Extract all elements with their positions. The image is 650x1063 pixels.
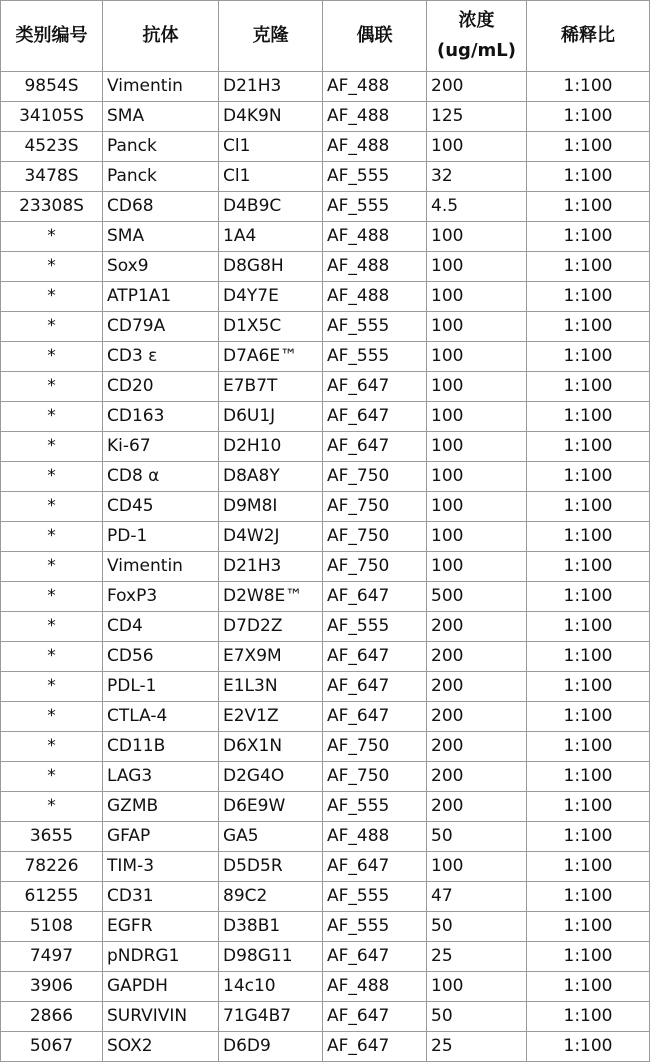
cell-clone: D9M8I (219, 492, 323, 522)
cell-conjugate: AF_488 (323, 252, 427, 282)
cell-antibody: Ki-67 (103, 432, 219, 462)
cell-dilution: 1:100 (527, 732, 650, 762)
table-row (1, 642, 650, 672)
cell-clone: D4K9N (219, 102, 323, 132)
cell-antibody: EGFR (103, 912, 219, 942)
cell-antibody: PDL-1 (103, 672, 219, 702)
cell-dilution: 1:100 (527, 132, 650, 162)
cell-concentration: 100 (427, 372, 527, 402)
cell-dilution: 1:100 (527, 282, 650, 312)
cell-concentration: 200 (427, 672, 527, 702)
cell-catalog: * (1, 312, 103, 342)
cell-catalog: 3478S (1, 162, 103, 192)
cell-dilution: 1:100 (527, 342, 650, 372)
cell-concentration: 32 (427, 162, 527, 192)
cell-conjugate: AF_488 (323, 222, 427, 252)
cell-concentration: 100 (427, 282, 527, 312)
cell-dilution: 1:100 (527, 792, 650, 822)
cell-concentration: 100 (427, 132, 527, 162)
header-concentration (427, 1, 527, 72)
table-row (1, 882, 650, 912)
cell-conjugate: AF_555 (323, 912, 427, 942)
table-row (1, 552, 650, 582)
table-row (1, 672, 650, 702)
cell-concentration: 50 (427, 912, 527, 942)
cell-concentration: 200 (427, 792, 527, 822)
cell-dilution: 1:100 (527, 222, 650, 252)
cell-clone: D5D5R (219, 852, 323, 882)
cell-concentration: 25 (427, 1032, 527, 1062)
cell-dilution: 1:100 (527, 252, 650, 282)
cell-dilution: 1:100 (527, 552, 650, 582)
cell-clone: E2V1Z (219, 702, 323, 732)
cell-conjugate: AF_750 (323, 552, 427, 582)
cell-concentration: 100 (427, 402, 527, 432)
cell-clone: D7A6E™ (219, 342, 323, 372)
cell-conjugate: AF_750 (323, 492, 427, 522)
cell-conjugate: AF_647 (323, 702, 427, 732)
cell-dilution: 1:100 (527, 402, 650, 432)
cell-conjugate: AF_647 (323, 582, 427, 612)
table-row (1, 702, 650, 732)
cell-concentration: 100 (427, 492, 527, 522)
cell-conjugate: AF_647 (323, 852, 427, 882)
cell-conjugate: AF_555 (323, 792, 427, 822)
cell-concentration: 100 (427, 252, 527, 282)
cell-catalog: * (1, 402, 103, 432)
cell-antibody: CD68 (103, 192, 219, 222)
cell-concentration: 200 (427, 642, 527, 672)
cell-antibody: CD20 (103, 372, 219, 402)
cell-catalog: 5067 (1, 1032, 103, 1062)
cell-dilution: 1:100 (527, 822, 650, 852)
table-row (1, 822, 650, 852)
cell-antibody: CD56 (103, 642, 219, 672)
cell-concentration: 200 (427, 702, 527, 732)
cell-catalog: * (1, 492, 103, 522)
cell-antibody: SMA (103, 102, 219, 132)
cell-catalog: * (1, 432, 103, 462)
cell-catalog: 78226 (1, 852, 103, 882)
cell-concentration: 25 (427, 942, 527, 972)
cell-conjugate: AF_555 (323, 882, 427, 912)
cell-clone: D38B1 (219, 912, 323, 942)
cell-conjugate: AF_488 (323, 972, 427, 1002)
cell-conjugate: AF_555 (323, 192, 427, 222)
cell-clone: 71G4B7 (219, 1002, 323, 1032)
cell-clone: D1X5C (219, 312, 323, 342)
cell-dilution: 1:100 (527, 582, 650, 612)
cell-antibody: FoxP3 (103, 582, 219, 612)
cell-conjugate: AF_647 (323, 1002, 427, 1032)
table-row (1, 612, 650, 642)
cell-antibody: Vimentin (103, 72, 219, 102)
cell-conjugate: AF_647 (323, 1032, 427, 1062)
table-row (1, 282, 650, 312)
cell-clone: E7X9M (219, 642, 323, 672)
cell-catalog: 61255 (1, 882, 103, 912)
cell-antibody: ATP1A1 (103, 282, 219, 312)
cell-antibody: LAG3 (103, 762, 219, 792)
table-row (1, 132, 650, 162)
header-antibody: 抗体 (103, 1, 219, 72)
cell-clone: D6X1N (219, 732, 323, 762)
cell-clone: D6E9W (219, 792, 323, 822)
cell-clone: 89C2 (219, 882, 323, 912)
cell-dilution: 1:100 (527, 612, 650, 642)
cell-concentration: 100 (427, 462, 527, 492)
cell-clone: D4B9C (219, 192, 323, 222)
cell-concentration: 100 (427, 522, 527, 552)
table-row (1, 732, 650, 762)
cell-dilution: 1:100 (527, 702, 650, 732)
cell-catalog: * (1, 552, 103, 582)
table-row (1, 312, 650, 342)
cell-concentration: 100 (427, 552, 527, 582)
cell-conjugate: AF_647 (323, 432, 427, 462)
cell-antibody: SURVIVIN (103, 1002, 219, 1032)
cell-conjugate: AF_647 (323, 402, 427, 432)
cell-dilution: 1:100 (527, 1002, 650, 1032)
cell-antibody: CD11B (103, 732, 219, 762)
cell-clone: D8G8H (219, 252, 323, 282)
cell-clone: 1A4 (219, 222, 323, 252)
cell-conjugate: AF_647 (323, 672, 427, 702)
cell-dilution: 1:100 (527, 492, 650, 522)
table-row (1, 432, 650, 462)
table-row (1, 522, 650, 552)
cell-antibody: GZMB (103, 792, 219, 822)
table-row (1, 1002, 650, 1032)
cell-catalog: 3655 (1, 822, 103, 852)
cell-concentration: 200 (427, 72, 527, 102)
cell-conjugate: AF_750 (323, 522, 427, 552)
cell-clone: E1L3N (219, 672, 323, 702)
table-body (1, 72, 650, 1062)
cell-concentration: 4.5 (427, 192, 527, 222)
cell-conjugate: AF_488 (323, 72, 427, 102)
cell-antibody: Sox9 (103, 252, 219, 282)
cell-dilution: 1:100 (527, 912, 650, 942)
cell-dilution: 1:100 (527, 102, 650, 132)
header-dilution: 稀释比 (527, 1, 650, 72)
cell-dilution: 1:100 (527, 432, 650, 462)
table-row (1, 402, 650, 432)
cell-conjugate: AF_488 (323, 282, 427, 312)
cell-conjugate: AF_555 (323, 162, 427, 192)
cell-conjugate: AF_647 (323, 642, 427, 672)
cell-conjugate: AF_555 (323, 612, 427, 642)
header-concentration-unit: (ug/mL) (437, 40, 516, 61)
cell-antibody: SMA (103, 222, 219, 252)
cell-antibody: CD3 ε (103, 342, 219, 372)
cell-catalog: * (1, 792, 103, 822)
cell-antibody: CD8 α (103, 462, 219, 492)
cell-concentration: 200 (427, 732, 527, 762)
cell-clone: E7B7T (219, 372, 323, 402)
cell-clone: D98G11 (219, 942, 323, 972)
table-row (1, 942, 650, 972)
cell-conjugate: AF_488 (323, 132, 427, 162)
cell-antibody: GFAP (103, 822, 219, 852)
cell-clone: Cl1 (219, 132, 323, 162)
cell-catalog: 23308S (1, 192, 103, 222)
cell-catalog: 3906 (1, 972, 103, 1002)
cell-catalog: * (1, 582, 103, 612)
cell-concentration: 100 (427, 342, 527, 372)
table-row (1, 372, 650, 402)
cell-catalog: * (1, 282, 103, 312)
cell-clone: D6D9 (219, 1032, 323, 1062)
cell-dilution: 1:100 (527, 972, 650, 1002)
table-row (1, 492, 650, 522)
cell-antibody: CD4 (103, 612, 219, 642)
cell-antibody: CD45 (103, 492, 219, 522)
cell-conjugate: AF_750 (323, 462, 427, 492)
cell-concentration: 500 (427, 582, 527, 612)
table-row (1, 792, 650, 822)
cell-conjugate: AF_750 (323, 762, 427, 792)
cell-clone: D21H3 (219, 72, 323, 102)
table-row (1, 582, 650, 612)
cell-catalog: * (1, 702, 103, 732)
cell-dilution: 1:100 (527, 762, 650, 792)
cell-clone: GA5 (219, 822, 323, 852)
cell-concentration: 47 (427, 882, 527, 912)
cell-antibody: CD31 (103, 882, 219, 912)
header-concentration-label: 浓度 (458, 10, 495, 31)
cell-dilution: 1:100 (527, 162, 650, 192)
cell-clone: D7D2Z (219, 612, 323, 642)
cell-conjugate: AF_647 (323, 372, 427, 402)
cell-dilution: 1:100 (527, 642, 650, 672)
cell-antibody: Vimentin (103, 552, 219, 582)
cell-concentration: 100 (427, 312, 527, 342)
table-row (1, 72, 650, 102)
cell-catalog: 9854S (1, 72, 103, 102)
cell-dilution: 1:100 (527, 312, 650, 342)
cell-antibody: CD79A (103, 312, 219, 342)
table-row (1, 972, 650, 1002)
table-row (1, 162, 650, 192)
table-row (1, 252, 650, 282)
cell-conjugate: AF_647 (323, 942, 427, 972)
cell-concentration: 200 (427, 612, 527, 642)
cell-dilution: 1:100 (527, 372, 650, 402)
cell-concentration: 50 (427, 1002, 527, 1032)
cell-conjugate: AF_555 (323, 312, 427, 342)
cell-antibody: Panck (103, 162, 219, 192)
cell-catalog: * (1, 522, 103, 552)
cell-clone: D2W8E™ (219, 582, 323, 612)
table-header (1, 1, 650, 72)
header-row (1, 1, 650, 72)
cell-dilution: 1:100 (527, 882, 650, 912)
cell-antibody: CTLA-4 (103, 702, 219, 732)
table-row (1, 102, 650, 132)
cell-catalog: 4523S (1, 132, 103, 162)
cell-concentration: 100 (427, 222, 527, 252)
cell-catalog: * (1, 372, 103, 402)
cell-concentration: 100 (427, 432, 527, 462)
cell-catalog: * (1, 762, 103, 792)
cell-antibody: TIM-3 (103, 852, 219, 882)
cell-dilution: 1:100 (527, 852, 650, 882)
cell-antibody: GAPDH (103, 972, 219, 1002)
cell-catalog: * (1, 672, 103, 702)
cell-clone: D8A8Y (219, 462, 323, 492)
cell-concentration: 200 (427, 762, 527, 792)
table-row (1, 462, 650, 492)
cell-dilution: 1:100 (527, 72, 650, 102)
cell-clone: D4Y7E (219, 282, 323, 312)
header-conjugate: 偶联 (323, 1, 427, 72)
cell-concentration: 50 (427, 822, 527, 852)
cell-clone: D2G4O (219, 762, 323, 792)
cell-catalog: * (1, 642, 103, 672)
header-catalog: 类别编号 (1, 1, 103, 72)
cell-antibody: PD-1 (103, 522, 219, 552)
cell-antibody: SOX2 (103, 1032, 219, 1062)
cell-catalog: * (1, 462, 103, 492)
cell-dilution: 1:100 (527, 1032, 650, 1062)
table-row (1, 1032, 650, 1062)
cell-concentration: 100 (427, 972, 527, 1002)
table-row (1, 912, 650, 942)
cell-catalog: 2866 (1, 1002, 103, 1032)
cell-dilution: 1:100 (527, 192, 650, 222)
cell-catalog: * (1, 252, 103, 282)
cell-conjugate: AF_488 (323, 822, 427, 852)
cell-dilution: 1:100 (527, 522, 650, 552)
cell-concentration: 125 (427, 102, 527, 132)
cell-antibody: Panck (103, 132, 219, 162)
cell-catalog: 7497 (1, 942, 103, 972)
cell-clone: D2H10 (219, 432, 323, 462)
table-row (1, 762, 650, 792)
table-row (1, 192, 650, 222)
header-clone: 克隆 (219, 1, 323, 72)
cell-catalog: * (1, 342, 103, 372)
table-row (1, 342, 650, 372)
cell-clone: 14c10 (219, 972, 323, 1002)
cell-clone: D6U1J (219, 402, 323, 432)
cell-dilution: 1:100 (527, 672, 650, 702)
table-row (1, 852, 650, 882)
cell-catalog: * (1, 732, 103, 762)
table-row (1, 222, 650, 252)
cell-conjugate: AF_555 (323, 342, 427, 372)
cell-concentration: 100 (427, 852, 527, 882)
cell-clone: D4W2J (219, 522, 323, 552)
cell-conjugate: AF_488 (323, 102, 427, 132)
cell-dilution: 1:100 (527, 462, 650, 492)
cell-antibody: CD163 (103, 402, 219, 432)
cell-catalog: * (1, 222, 103, 252)
cell-clone: D21H3 (219, 552, 323, 582)
cell-catalog: 34105S (1, 102, 103, 132)
cell-antibody: pNDRG1 (103, 942, 219, 972)
cell-dilution: 1:100 (527, 942, 650, 972)
cell-clone: Cl1 (219, 162, 323, 192)
cell-catalog: 5108 (1, 912, 103, 942)
cell-catalog: * (1, 612, 103, 642)
cell-conjugate: AF_750 (323, 732, 427, 762)
